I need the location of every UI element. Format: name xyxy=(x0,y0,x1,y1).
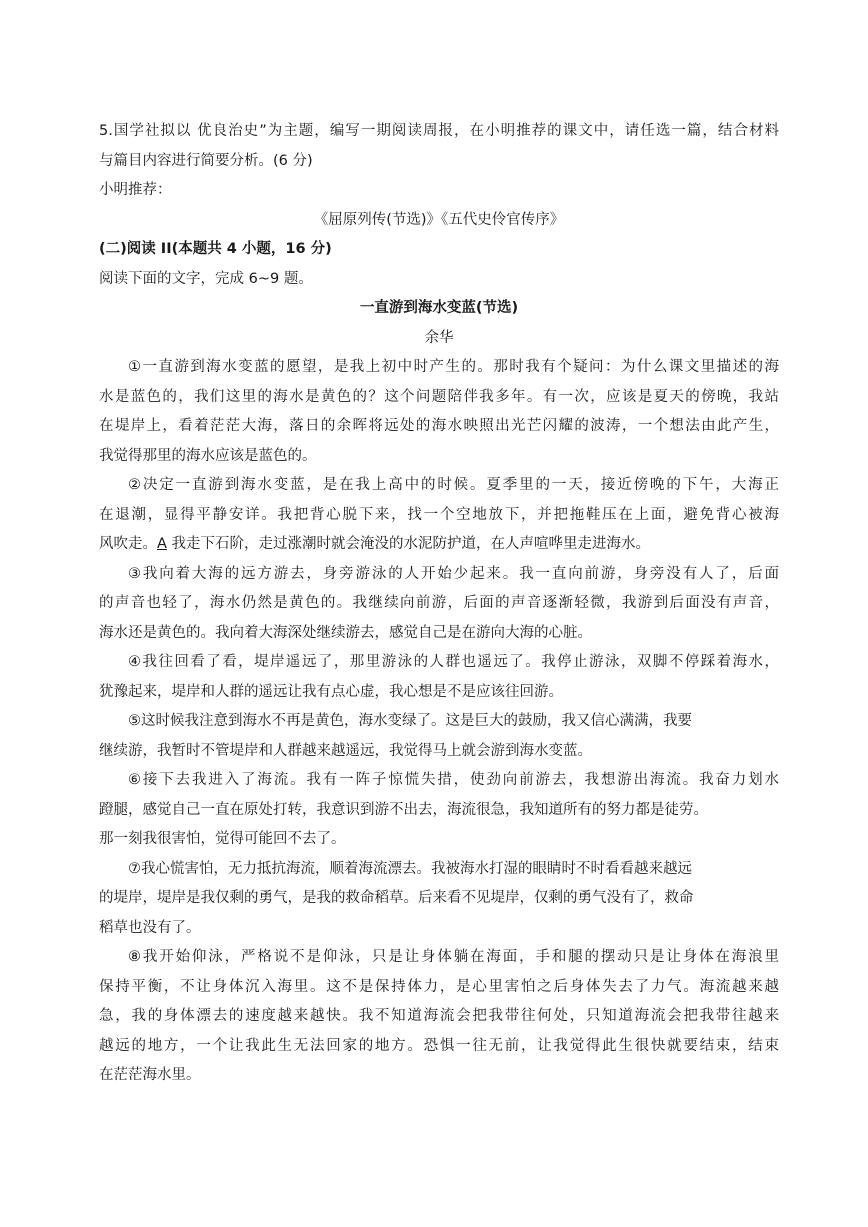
paragraph-line: ⑤这时候我注意到海水不再是黄色，海水变绿了。这是巨大的鼓励，我又信心满满，我要 xyxy=(128,713,692,729)
underlined-mark-a: A xyxy=(157,536,167,552)
paragraph-line: ⑥接下去我进入了海流。我有一阵子惊慌失措，使劲向前游去，我想游出海流。我奋力划水 xyxy=(128,772,779,788)
paragraph-1 xyxy=(99,353,779,471)
paragraph-line-rest: 我走下石阶，走过涨潮时就会淹没的水泥防护道，在人声喧哗里走进海水。 xyxy=(166,536,651,552)
paragraph-line: 稻草也没有了。 xyxy=(99,919,201,936)
paragraph-4 xyxy=(99,648,779,707)
paragraph-line: 在退潮，显得平静安详。我把背心脱下来，找一个空地放下，并把拖鞋压在上面，避免背心被海 xyxy=(99,506,779,523)
paragraph-2 xyxy=(99,471,779,560)
recommend-titles: 《屈原列传(节选)》《五代史伶官传序》 xyxy=(313,211,565,228)
paragraph-line: ③我向着大海的远方游去，身旁游泳的人开始少起来。我一直向前游，身旁没有人了，后面 xyxy=(128,565,779,582)
paragraph-line: 急，我的身体漂去的速度越来越快。我不知道海流会把我带往何处，只知道海流会把我带往越来 xyxy=(99,1008,779,1024)
paragraph-line: 那一刻我很害怕，觉得可能回不去了。 xyxy=(99,831,346,847)
paragraph-5 xyxy=(99,707,779,766)
article-title: 一直游到海水变蓝(节选) xyxy=(359,300,519,316)
paragraph-line: 在茫茫海水里。 xyxy=(99,1067,201,1083)
section2-instruction: 阅读下面的文字，完成 6~9 题。 xyxy=(99,270,313,287)
question5-line2: 与篇目内容进行简要分析。(6 分) xyxy=(99,152,313,169)
article-author: 余华 xyxy=(424,329,454,346)
paragraph-line: ⑧我开始仰泳，严格说不是仰泳，只是让身体躺在海面，手和腿的摆动只是让身体在海浪里 xyxy=(128,949,779,965)
document-page xyxy=(99,117,779,1091)
paragraph-7 xyxy=(99,855,779,944)
paragraph-line: ⑦我心慌害怕，无力抵抗海流，顺着海流漂去。我被海水打湿的眼睛时不时看看越来越远 xyxy=(128,860,692,877)
paragraph-line: 犹豫起来，堤岸和人群的遥远让我有点心虚，我心想是不是应该往回游。 xyxy=(99,683,563,700)
paragraph-line: ④我往回看了看，堤岸遥远了，那里游泳的人群也遥远了。我停止游泳，双脚不停踩着海水， xyxy=(128,654,779,670)
paragraph-line: 的堤岸，堤岸是我仅剩的勇气，是我的救命稻草。后来看不见堤岸，仅剩的勇气没有了，救命 xyxy=(99,890,694,906)
paragraph-8 xyxy=(99,943,779,1091)
paragraph-line: 在堤岸上，看着茫茫大海，落日的余晖将远处的海水映照出光芒闪耀的波涛，一个想法由此产生， xyxy=(99,418,779,434)
paragraph-line: 水是蓝色的，我们这里的海水是黄色的？这个问题陪伴我多年。有一次，应该是夏天的傍晚，我站 xyxy=(99,388,779,405)
paragraph-6 xyxy=(99,766,779,855)
paragraph-line: ①一直游到海水变蓝的愿望，是我上初中时产生的。那时我有个疑问：为什么课文里描述的海 xyxy=(128,359,779,375)
paragraph-line xyxy=(99,530,779,560)
paragraph-line-prefix: 风吹走。 xyxy=(99,536,157,552)
paragraph-line: 的声音也轻了，海水仍然是黄色的。我继续向前游，后面的声音逐渐轻微，我游到后面没有声音， xyxy=(99,595,779,611)
paragraph-line: ②决定一直游到海水变蓝，是在我上高中的时候。夏季里的一天，接近傍晚的下午，大海正 xyxy=(128,477,779,493)
paragraph-line: 越远的地方，一个让我此生无法回家的地方。恐惧一往无前，让我觉得此生很快就要结束，结束 xyxy=(99,1037,779,1054)
paragraph-line: 蹬腿，感觉自己一直在原处打转，我意识到游不出去，海流很急，我知道所有的努力都是徒劳。 xyxy=(99,801,708,818)
question5-line1: 5.国学社拟以 优良治史”为主题，编写一期阅读周报，在小明推荐的课文中，请任选一篇，结合材料 xyxy=(99,123,779,139)
paragraph-line: 我觉得那里的海水应该是蓝色的。 xyxy=(99,447,317,464)
paragraph-3 xyxy=(99,560,779,649)
paragraph-line: 海水还是黄色的。我向着大海深处继续游去，感觉自己是在游向大海的心脏。 xyxy=(99,624,592,641)
paragraph-line: 保持平衡，不让身体沉入海里。这不是保持体力，是心里害怕之后身体失去了力气。海流越来越 xyxy=(99,978,779,995)
section2-heading: (二)阅读 II(本题共 4 小题，16 分) xyxy=(99,241,332,257)
recommend-label: 小明推荐： xyxy=(99,182,172,198)
paragraph-line: 继续游，我暂时不管堤岸和人群越来越遥远，我觉得马上就会游到海水变蓝。 xyxy=(99,742,592,759)
